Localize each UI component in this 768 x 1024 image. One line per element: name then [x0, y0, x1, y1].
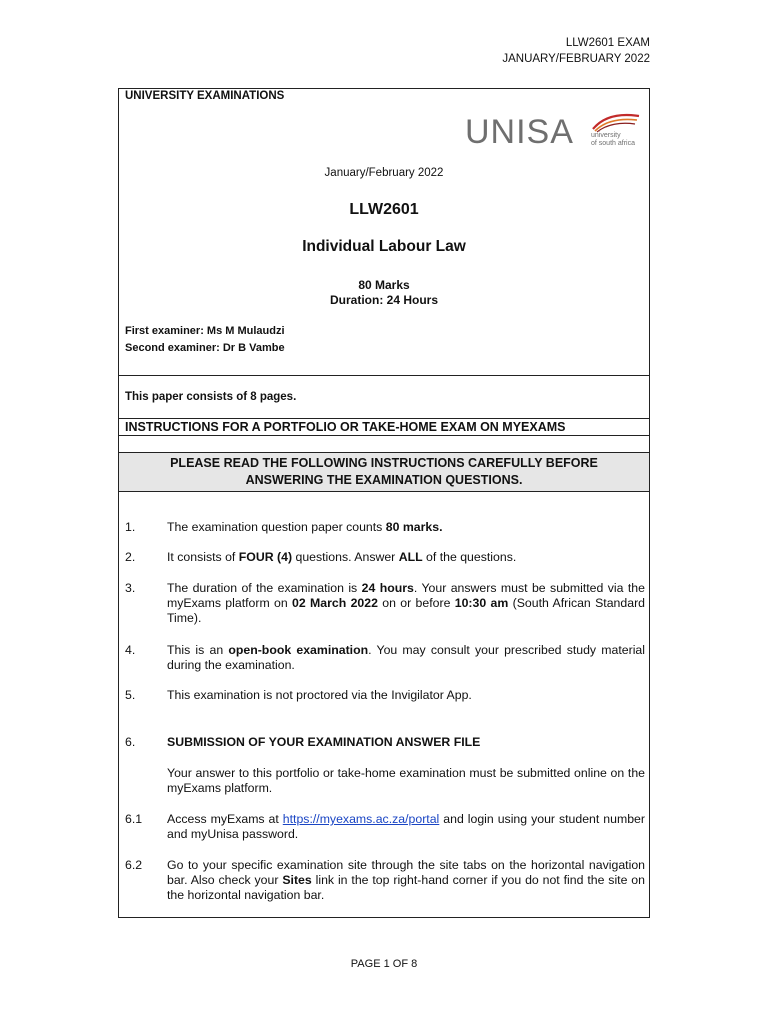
instruction-item: Access myExams at https://myexams.ac.za/portal and login using your student number and myUnisa password.: [167, 812, 645, 841]
header-exam-code: LLW2601 EXAM: [565, 37, 650, 49]
instructions-heading: INSTRUCTIONS FOR A PORTFOLIO OR TAKE-HOME EXAM ON MYEXAMS: [125, 420, 566, 434]
divider: [119, 418, 649, 419]
instruction-item: The examination question paper counts 80 marks.: [167, 520, 443, 534]
university-examinations-label: UNIVERSITY EXAMINATIONS: [125, 90, 285, 102]
exam-date: January/February 2022: [324, 167, 444, 179]
item-number: 2.: [125, 550, 136, 564]
exam-duration: Duration: 24 Hours: [329, 293, 438, 307]
unisa-logo: [465, 111, 643, 155]
unisa-logo-mark-icon: [591, 111, 641, 133]
item-number: 3.: [125, 581, 136, 595]
divider: [119, 435, 649, 436]
module-code: LLW2601: [349, 201, 419, 218]
instruction-item: The duration of the examination is 24 hours. Your answers must be submitted via the myExams platform on 02 March 2022 on or before 10:30 am (South African Standard Time).: [167, 581, 645, 625]
unisa-logo-word: UNISA: [465, 113, 574, 151]
exam-cover-frame: [118, 88, 650, 918]
item-number: 4.: [125, 643, 136, 657]
instruction-item: This is an open-book examination. You may consult your prescribed study material during the examination.: [167, 643, 645, 672]
module-title: Individual Labour Law: [302, 238, 466, 255]
submission-body: Your answer to this portfolio or take-home examination must be submitted online on the myExams platform.: [167, 766, 645, 795]
please-read-text: PLEASE READ THE FOLLOWING INSTRUCTIONS CAREFULLY BEFORE ANSWERING THE EXAMINATION QUESTIONS.: [170, 456, 598, 487]
divider: [119, 375, 649, 376]
instruction-item: It consists of FOUR (4) questions. Answer ALL of the questions.: [167, 550, 517, 564]
total-marks: 80 Marks: [358, 278, 410, 292]
submission-heading: SUBMISSION OF YOUR EXAMINATION ANSWER FILE: [167, 735, 481, 749]
myexams-portal-link[interactable]: https://myexams.ac.za/portal: [282, 812, 440, 826]
pages-note: This paper consists of 8 pages.: [125, 391, 297, 403]
instruction-item: This examination is not proctored via the Invigilator App.: [167, 688, 472, 702]
item-number: 1.: [125, 520, 136, 534]
header-session: JANUARY/FEBRUARY 2022: [502, 53, 650, 65]
divider: [119, 491, 649, 492]
page-footer: PAGE 1 OF 8: [350, 958, 418, 970]
second-examiner: Second examiner: Dr B Vambe: [125, 342, 285, 354]
item-number: 6.1: [125, 812, 143, 826]
item-number: 6.: [125, 735, 136, 749]
item-number: 6.2: [125, 858, 143, 872]
first-examiner: First examiner: Ms M Mulaudzi: [125, 325, 285, 337]
unisa-logo-subtitle: university of south africa: [591, 132, 635, 147]
instruction-item: Go to your specific examination site through the site tabs on the horizontal navigation bar. Also check your Sites link in the top right-hand corner if you do not find the site on the horizontal navigation bar.: [167, 858, 645, 902]
item-number: 5.: [125, 688, 136, 702]
